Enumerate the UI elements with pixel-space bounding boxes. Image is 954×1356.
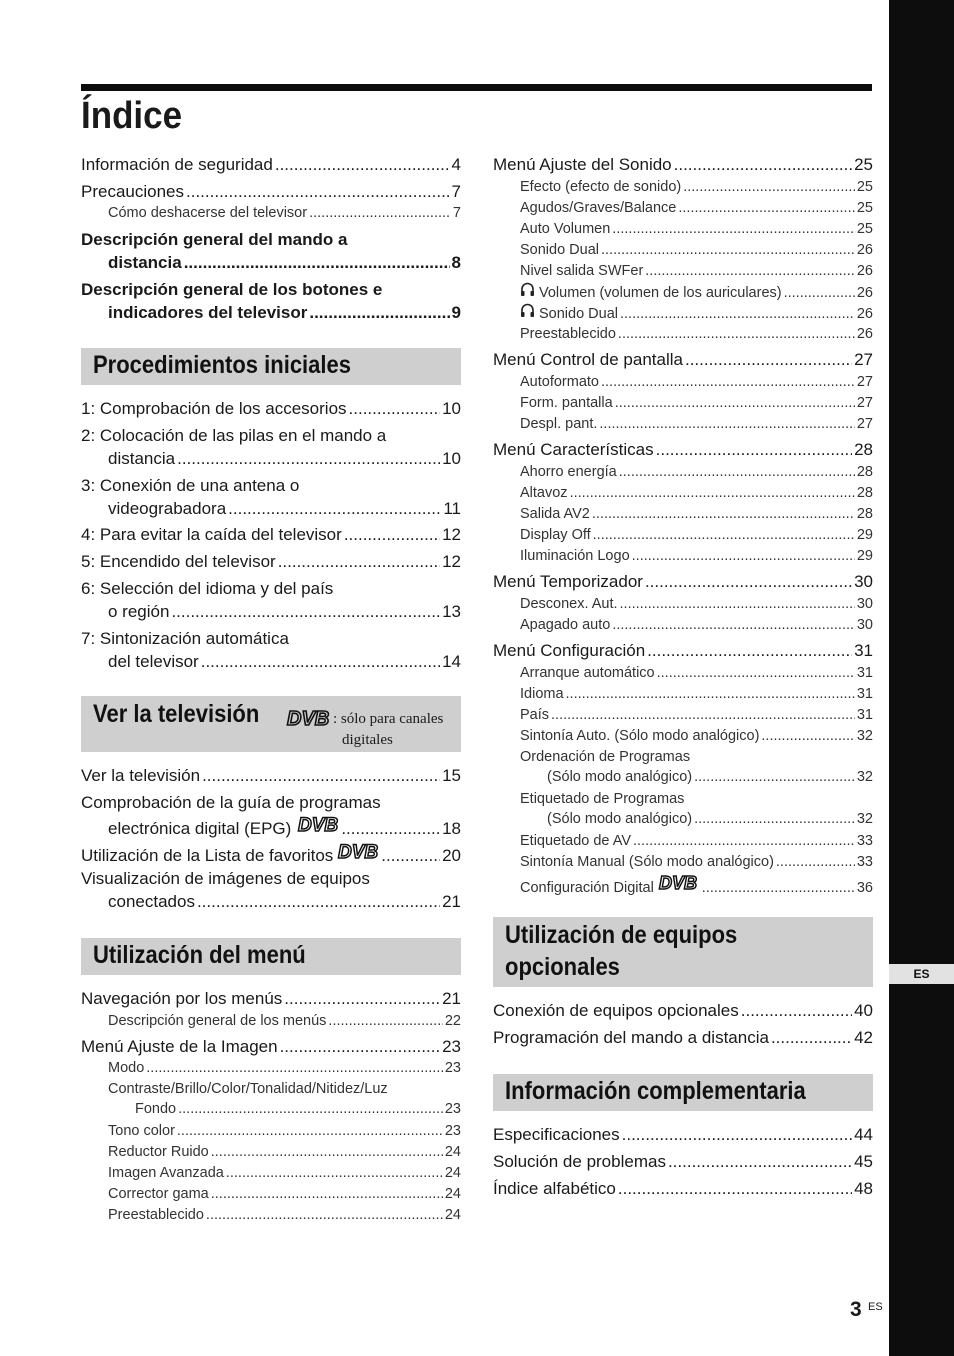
- toc-page: 22: [444, 1013, 461, 1029]
- toc-page: 12: [442, 525, 461, 544]
- toc-page: 31: [856, 707, 873, 723]
- toc-subentry[interactable]: [493, 372, 873, 392]
- toc-entry[interactable]: [81, 474, 461, 520]
- side-black-bar: [889, 0, 954, 1356]
- toc-page: 26: [856, 326, 873, 342]
- toc-text: Utilización de la Lista de favoritos: [81, 846, 334, 865]
- toc-entry[interactable]: [493, 570, 873, 593]
- toc-page: 24: [444, 1186, 461, 1202]
- toc-page: 9: [451, 303, 461, 322]
- toc-page: 24: [444, 1207, 461, 1223]
- toc-text-line1: Visualización de imágenes de equipos: [81, 869, 370, 888]
- toc-page: 31: [856, 665, 873, 681]
- toc-page: 25: [856, 179, 873, 195]
- section-header: [81, 696, 461, 752]
- toc-text: País: [520, 707, 550, 723]
- toc-text: Navegación por los menús: [81, 989, 283, 1008]
- toc-subentry[interactable]: [493, 873, 873, 898]
- toc-page: 45: [854, 1152, 873, 1171]
- toc-subentry[interactable]: [493, 831, 873, 851]
- toc-page: 20: [442, 846, 461, 865]
- dvb-logo-icon: [337, 841, 379, 861]
- dvb-logo-icon: [286, 708, 330, 728]
- toc-entry[interactable]: [81, 397, 461, 420]
- section-title: Información complementaria: [505, 1077, 806, 1105]
- section-header: [493, 917, 873, 987]
- headphones-icon: [520, 303, 535, 318]
- toc-page: 29: [856, 527, 873, 543]
- toc-subentry[interactable]: [81, 1184, 461, 1204]
- toc-text: Apagado auto: [520, 617, 611, 633]
- toc-text: Información de seguridad: [81, 155, 273, 174]
- toc-subentry[interactable]: [493, 198, 873, 218]
- toc-page: 10: [442, 399, 461, 418]
- toc-text: Modo: [108, 1060, 145, 1076]
- toc-entry[interactable]: [81, 577, 461, 623]
- toc-text: electrónica digital (EPG): [108, 819, 292, 838]
- toc-text: Conexión de equipos opcionales: [493, 1001, 739, 1020]
- toc-page: 14: [442, 652, 461, 671]
- toc-text: Volumen (volumen de los auriculares): [539, 285, 782, 301]
- toc-page: 32: [856, 769, 873, 785]
- toc-subentry[interactable]: [81, 1142, 461, 1162]
- toc-entry[interactable]: [493, 639, 873, 662]
- digital-note-line2: digitales: [342, 732, 393, 748]
- toc-text: Ver la televisión: [81, 766, 201, 785]
- toc-subentry[interactable]: [493, 684, 873, 704]
- toc-page: 28: [856, 464, 873, 480]
- toc-subentry[interactable]: [493, 393, 873, 413]
- toc-text: (Sólo modo analógico): [547, 769, 693, 785]
- section-header: [493, 1074, 873, 1111]
- toc-text: Menú Ajuste de la Imagen: [81, 1037, 278, 1056]
- toc-page: 27: [856, 416, 873, 432]
- toc-subentry[interactable]: [493, 219, 873, 239]
- toc-entry[interactable]: [493, 999, 873, 1022]
- toc-text: del televisor: [108, 652, 199, 671]
- toc-subentry[interactable]: [493, 462, 873, 482]
- dvb-logo-icon: [297, 814, 339, 834]
- toc-page: 26: [856, 242, 873, 258]
- toc-text: 1: Comprobación de los accesorios: [81, 399, 347, 418]
- toc-text: o región: [108, 602, 170, 621]
- toc-page: 27: [856, 374, 873, 390]
- toc-page: 40: [854, 1001, 873, 1020]
- toc-entry[interactable]: [81, 228, 461, 274]
- toc-text: Sintonía Auto. (Sólo modo analógico): [520, 728, 760, 744]
- svg-text:DVB: DVB: [298, 815, 339, 834]
- dvb-logo-icon: [658, 873, 700, 892]
- toc-text: Configuración Digital: [520, 880, 654, 896]
- toc-entry[interactable]: [81, 764, 461, 787]
- toc-page: 31: [856, 686, 873, 702]
- toc-subentry[interactable]: [81, 1079, 461, 1119]
- toc-page: 32: [856, 811, 873, 827]
- section-title: Utilización del menú: [93, 941, 306, 969]
- toc-page: 21: [442, 892, 461, 911]
- toc-text: Especificaciones: [493, 1125, 620, 1144]
- toc-page: 8: [451, 253, 461, 272]
- toc-subentry[interactable]: [493, 705, 873, 725]
- toc-text: Arranque automático: [520, 665, 655, 681]
- toc-text-line1: Ordenación de Programas: [520, 749, 691, 765]
- toc-page: 26: [856, 285, 873, 301]
- toc-page: 33: [856, 854, 873, 870]
- toc-page: 15: [442, 766, 461, 785]
- toc-subentry[interactable]: [493, 852, 873, 872]
- digital-note: : sólo para canales: [333, 711, 444, 727]
- title-rule: [81, 84, 872, 91]
- toc-page: 30: [856, 596, 873, 612]
- toc-page: 28: [856, 485, 873, 501]
- page-number-suffix: ES: [868, 1301, 883, 1313]
- toc-text: Autoformato: [520, 374, 599, 390]
- toc-page: 42: [854, 1028, 873, 1047]
- toc-text: distancia: [108, 449, 176, 468]
- toc-text: Menú Temporizador: [493, 572, 643, 591]
- toc-subentry[interactable]: [493, 663, 873, 683]
- toc-text-line1: Comprobación de la guía de programas: [81, 793, 381, 812]
- toc-page: 23: [444, 1060, 461, 1076]
- toc-text: videograbadora: [108, 499, 227, 518]
- toc-subentry[interactable]: [493, 282, 873, 303]
- toc-entry[interactable]: [81, 153, 461, 176]
- toc-page: 31: [854, 641, 873, 660]
- toc-text: Idioma: [520, 686, 564, 702]
- toc-text: Descripción general de los menús: [108, 1013, 327, 1029]
- toc-subentry[interactable]: [493, 789, 873, 829]
- toc-text: Corrector gama: [108, 1186, 209, 1202]
- toc-page: 7: [451, 182, 461, 201]
- toc-page: 27: [854, 350, 873, 369]
- toc-page: 33: [856, 833, 873, 849]
- svg-text:DVB: DVB: [338, 842, 379, 861]
- section-title: Utilización de equipos: [505, 921, 738, 949]
- toc-page: 32: [856, 728, 873, 744]
- toc-text: Auto Volumen: [520, 221, 611, 237]
- toc-text: Reductor Ruido: [108, 1144, 209, 1160]
- toc-text: indicadores del televisor: [108, 303, 308, 322]
- toc-page: 23: [442, 1037, 461, 1056]
- toc-text: Sintonía Manual (Sólo modo analógico): [520, 854, 774, 870]
- toc-text: Sonido Dual: [520, 242, 599, 258]
- toc-text-line1: 2: Colocación de las pilas en el mando a: [81, 426, 387, 445]
- toc-entry[interactable]: [493, 1026, 873, 1049]
- toc-text: Programación del mando a distancia: [493, 1028, 769, 1047]
- toc-page: 44: [854, 1125, 873, 1144]
- toc-text: conectados: [108, 892, 195, 911]
- toc-subentry[interactable]: [493, 324, 873, 344]
- toc-text: Altavoz: [520, 485, 568, 501]
- toc-page: 18: [442, 819, 461, 838]
- toc-entry[interactable]: [81, 627, 461, 673]
- toc-page: 30: [856, 617, 873, 633]
- page-number: 3: [850, 1298, 862, 1321]
- toc-entry[interactable]: [81, 791, 461, 840]
- toc-text: Precauciones: [81, 182, 185, 201]
- language-tab: ES: [889, 964, 954, 984]
- toc-text: Menú Características: [493, 440, 654, 459]
- toc-page: 25: [856, 221, 873, 237]
- toc-entry[interactable]: [493, 348, 873, 371]
- toc-subentry[interactable]: [493, 303, 873, 324]
- toc-subentry[interactable]: [493, 240, 873, 260]
- toc-entry[interactable]: [493, 1150, 873, 1173]
- toc-entry[interactable]: [81, 523, 461, 546]
- toc-subentry[interactable]: [493, 483, 873, 503]
- toc-text: Imagen Avanzada: [108, 1165, 224, 1181]
- toc-text: Preestablecido: [520, 326, 616, 342]
- toc-text: Fondo: [135, 1101, 177, 1117]
- toc-entry[interactable]: [493, 1177, 873, 1200]
- toc-subentry[interactable]: [493, 177, 873, 197]
- toc-page: 4: [451, 155, 461, 174]
- toc-page: 25: [856, 200, 873, 216]
- toc-text: 4: Para evitar la caída del televisor: [81, 525, 342, 544]
- toc-entry[interactable]: [81, 1035, 461, 1058]
- toc-text-line1: 3: Conexión de una antena o: [81, 476, 300, 495]
- toc-text: Desconex. Aut.: [520, 596, 618, 612]
- toc-page: 25: [854, 155, 873, 174]
- toc-entry[interactable]: [81, 180, 461, 203]
- toc-text: Agudos/Graves/Balance: [520, 200, 677, 216]
- toc-subentry[interactable]: [493, 615, 873, 635]
- toc-text: Form. pantalla: [520, 395, 613, 411]
- toc-text-line1: Contraste/Brillo/Color/Tonalidad/Nitidez/Luz: [108, 1081, 388, 1097]
- toc-text: Cómo deshacerse del televisor: [108, 205, 308, 221]
- toc-subentry[interactable]: [81, 1011, 461, 1031]
- toc-subentry[interactable]: [493, 525, 873, 545]
- toc-text: Solución de problemas: [493, 1152, 666, 1171]
- toc-subentry[interactable]: [81, 1058, 461, 1078]
- toc-page: 29: [856, 548, 873, 564]
- toc-text: distancia: [108, 253, 182, 272]
- toc-text: Menú Configuración: [493, 641, 646, 660]
- toc-text: Etiquetado de AV: [520, 833, 631, 849]
- toc-subentry[interactable]: [493, 414, 873, 434]
- toc-page: 11: [443, 499, 461, 518]
- svg-text:DVB: DVB: [287, 708, 330, 728]
- toc-text: Despl. pant.: [520, 416, 598, 432]
- toc-page: 30: [854, 572, 873, 591]
- toc-text: Nivel salida SWFer: [520, 263, 644, 279]
- section-header: [81, 348, 461, 385]
- toc-entry[interactable]: [81, 424, 461, 470]
- toc-page: 28: [854, 440, 873, 459]
- headphones-icon: [520, 282, 535, 297]
- toc-text: Efecto (efecto de sonido): [520, 179, 682, 195]
- toc-entry[interactable]: [493, 153, 873, 176]
- toc-subentry[interactable]: [493, 546, 873, 566]
- toc-text-line1: Descripción general de los botones e: [81, 280, 383, 299]
- toc-page: 23: [444, 1101, 461, 1117]
- toc-text: Tono color: [108, 1123, 175, 1139]
- toc-text: Iluminación Logo: [520, 548, 630, 564]
- toc-text-line1: Etiquetado de Programas: [520, 791, 685, 807]
- page-title: Índice: [81, 95, 183, 137]
- toc-page: 48: [854, 1179, 873, 1198]
- toc-subentry[interactable]: [493, 261, 873, 281]
- toc-entry[interactable]: [81, 987, 461, 1010]
- section-title: Ver la televisión: [93, 700, 260, 728]
- section-header: [81, 938, 461, 975]
- toc-page: 27: [856, 395, 873, 411]
- toc-text: Sonido Dual: [539, 306, 618, 322]
- toc-text: Menú Control de pantalla: [493, 350, 683, 369]
- toc-text: 5: Encendido del televisor: [81, 552, 276, 571]
- toc-text: Índice alfabético: [493, 1179, 616, 1198]
- toc-text: Preestablecido: [108, 1207, 204, 1223]
- toc-page: 21: [442, 989, 461, 1008]
- toc-subentry[interactable]: [81, 203, 461, 223]
- toc-page: 28: [856, 506, 873, 522]
- toc-subentry[interactable]: [493, 747, 873, 787]
- toc-subentry[interactable]: [81, 1205, 461, 1225]
- toc-subentry[interactable]: [493, 594, 873, 614]
- toc-text-line1: Descripción general del mando a: [81, 230, 348, 249]
- toc-entry[interactable]: [81, 550, 461, 573]
- toc-text: Display Off: [520, 527, 591, 543]
- toc-entry[interactable]: [493, 1123, 873, 1146]
- toc-subentry[interactable]: [81, 1121, 461, 1141]
- toc-page: 10: [442, 449, 461, 468]
- toc-text: Menú Ajuste del Sonido: [493, 155, 672, 174]
- toc-page: 24: [444, 1165, 461, 1181]
- toc-subentry[interactable]: [493, 726, 873, 746]
- toc-page: 36: [856, 880, 873, 896]
- toc-page: 26: [856, 263, 873, 279]
- toc-page: 13: [442, 602, 461, 621]
- svg-text:DVB: DVB: [658, 873, 697, 892]
- toc-text-line1: 7: Sintonización automática: [81, 629, 289, 648]
- toc-page: 7: [452, 205, 461, 221]
- toc-text: Salida AV2: [520, 506, 590, 522]
- toc-entry[interactable]: [81, 841, 461, 867]
- toc-page: 23: [444, 1123, 461, 1139]
- section-title: Procedimientos iniciales: [93, 351, 351, 379]
- section-title-line2: opcionales: [505, 953, 620, 981]
- toc-text: (Sólo modo analógico): [547, 811, 693, 827]
- toc-entry[interactable]: [493, 438, 873, 461]
- toc-subentry[interactable]: [493, 504, 873, 524]
- toc-entry[interactable]: [81, 278, 461, 324]
- toc-text: Ahorro energía: [520, 464, 617, 480]
- toc-page: 26: [856, 306, 873, 322]
- toc-page: 12: [442, 552, 461, 571]
- toc-entry[interactable]: [81, 867, 461, 913]
- toc-subentry[interactable]: [81, 1163, 461, 1183]
- toc-text-line1: 6: Selección del idioma y del país: [81, 579, 334, 598]
- toc-page: 24: [444, 1144, 461, 1160]
